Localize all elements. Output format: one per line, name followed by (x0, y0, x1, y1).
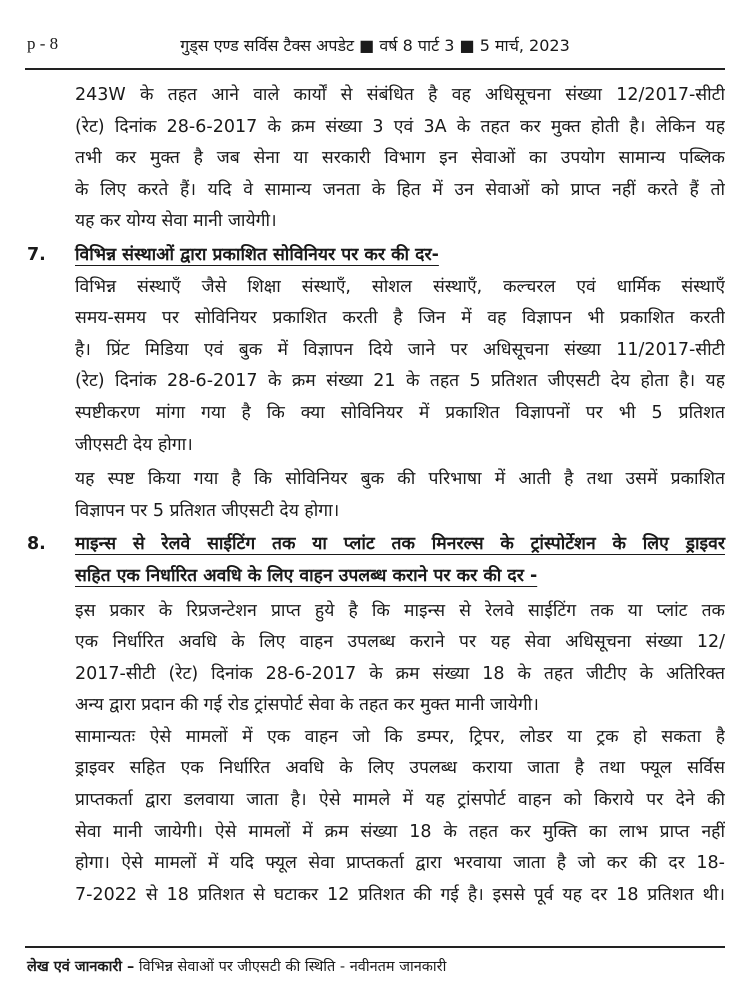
text-line: विभिन्न संस्थाएँ जैसे शिक्षा संस्थाएँ, सोशल संस्थाएँ, कल्चरल एवं धार्मिक संस्थाएँ (75, 276, 725, 297)
footer-text: विभिन्न सेवाओं पर जीएसटी की स्थिति - नवीनतम जानकारी (134, 959, 447, 975)
text-line: स्पष्टीकरण मांगा गया है कि क्या सोविनियर में प्रकाशित विज्ञापनों पर भी 5 प्रतिशत (75, 402, 725, 423)
text-line: (रेट) दिनांक 28-6-2017 के क्रम संख्या 21 के तहत 5 प्रतिशत जीएसटी देय होता है। यह (75, 371, 725, 392)
section-number: 8. (27, 534, 46, 555)
text-line: यह कर योग्य सेवा मानी जायेगी। (75, 211, 277, 232)
text-line: 7-2022 से 18 प्रतिशत से घटाकर 12 प्रतिशत की गई है। इससे पूर्व यह दर 18 प्रतिशत थी। (75, 884, 725, 905)
page-number: p - 8 (27, 34, 59, 53)
text-line: यह स्पष्ट किया गया है कि सोविनियर बुक की परिभाषा में आती है तथा उसमें प्रकाशित (75, 469, 725, 490)
text-line: विज्ञापन पर 5 प्रतिशत जीएसटी देय होगा। (75, 500, 340, 521)
publication-title: गुड्स एण्ड सर्विस टैक्स अपडेट ■ वर्ष 8 पार्ट 3 ■ 5 मार्च, 2023 (180, 36, 570, 55)
section-heading-7 (27, 240, 725, 272)
paragraph-2 (75, 272, 725, 462)
page-footer (27, 956, 446, 976)
text-line: प्राप्तकर्ता द्वारा डलवाया जाता है। ऐसे मामले में यह ट्रांसपोर्ट वाहन को किराये पर देने की (75, 790, 725, 811)
text-line: 243W के तहत आने वाले कार्यों से संबंधित है वह अधिसूचना संख्या 12/2017-सीटी (75, 85, 725, 105)
section-number: 7. (27, 244, 46, 265)
footer-section-label: लेख एवं जानकारी – (27, 959, 135, 975)
text-line: होगा। ऐसे मामलों में यदि फ्यूल सेवा प्राप्तकर्ता द्वारा भरवाया जाता है जो कर की दर 18- (75, 853, 725, 874)
text-line: है। प्रिंट मिडिया एवं बुक में विज्ञापन दिये जाने पर अधिसूचना संख्या 11/2017-सीटी (75, 339, 725, 360)
text-line: समय-समय पर सोविनियर प्रकाशित करती है जिन में वह विज्ञापन भी प्रकाशित करती (75, 308, 725, 329)
heading-text: सहित एक निर्धारित अवधि के लिए वाहन उपलब्ध कराने पर कर की दर - (75, 565, 538, 586)
heading-text: माइन्स से रेलवे साईटिंग तक या प्लांट तक मिनरल्स के ट्रांस्पोर्टेशन के लिए ड्राइवर (75, 534, 725, 555)
text-line: इस प्रकार के रिप्रजन्टेशन प्राप्त हुये है कि माइन्स से रेलवे साईटिंग तक या प्लांट तक (75, 600, 725, 621)
text-line: सेवा मानी जायेगी। ऐसे मामलों में क्रम संख्या 18 के तहत कर मुक्ति का लाभ प्राप्त नहीं (75, 821, 725, 842)
text-line: सामान्यतः ऐसे मामलों में एक वाहन जो कि डम्पर, ट्रिपर, लोडर या ट्रक हो सकता है (75, 726, 725, 747)
header-rule (25, 68, 725, 70)
paragraph-5 (75, 722, 725, 912)
page-header (25, 30, 725, 60)
text-line: जीएसटी देय होगा। (75, 434, 193, 455)
paragraph-3 (75, 464, 725, 527)
paragraph-4 (75, 596, 725, 722)
paragraph-1 (75, 80, 725, 238)
heading-text: विभिन्न संस्थाओं द्वारा प्रकाशित सोविनियर पर कर की दर- (75, 244, 439, 265)
text-line: ड्राइवर सहित एक निर्धारित अवधि के लिए उपलब्ध कराया जाता है तथा फ्यूल सर्विस (75, 758, 725, 779)
text-line: 2017-सीटी (रेट) दिनांक 28-6-2017 के क्रम संख्या 18 के तहत जीटीए के अतिरिक्त (75, 663, 725, 684)
text-line: एक निर्धारित अवधि के लिए वाहन उपलब्ध कराने पर यह सेवा अधिसूचना संख्या 12/ (75, 632, 725, 653)
section-heading-8 (27, 529, 725, 592)
footer-rule (25, 946, 725, 948)
text-line: के लिए करते हैं। यदि वे सामान्य जनता के हित में उन सेवाओं को प्राप्त नहीं करते हैं तो (75, 179, 725, 200)
article-body (27, 80, 725, 911)
text-line: (रेट) दिनांक 28-6-2017 के क्रम संख्या 3 एवं 3A के तहत कर मुक्त होती है। लेकिन यह (75, 116, 725, 137)
text-line: अन्य द्वारा प्रदान की गई रोड ट्रांसपोर्ट सेवा के तहत कर मुक्त मानी जायेगी। (75, 695, 539, 716)
text-line: तभी कर मुक्त है जब सेना या सरकारी विभाग इन सेवाओं का उपयोग सामान्य पब्लिक (75, 148, 725, 169)
